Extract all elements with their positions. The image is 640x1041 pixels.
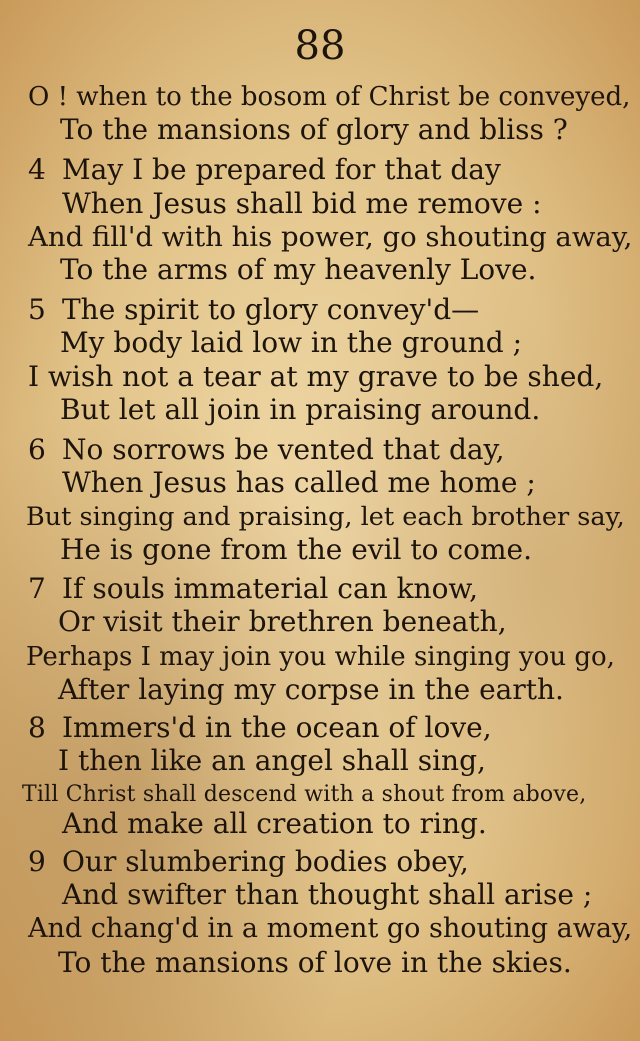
verse-number: 9 (28, 845, 46, 878)
hymn-line: Perhaps I may join you while singing you go, (26, 642, 615, 672)
hymn-line: But singing and praising, let each brother say, (26, 502, 625, 532)
hymn-line: I wish not a tear at my grave to be shed, (28, 360, 604, 393)
hymn-line: Till Christ shall descend with a shout from above, (22, 782, 587, 807)
hymn-line: 8 Immers'd in the ocean of love, (28, 711, 492, 744)
verse-number: 6 (28, 433, 46, 466)
hymn-line: Or visit their brethren beneath, (58, 605, 507, 638)
hymn-line: When Jesus has called me home ; (62, 466, 536, 499)
hymn-line: He is gone from the evil to come. (60, 533, 532, 566)
hymn-line: When Jesus shall bid me remove : (62, 187, 542, 220)
hymn-line: To the mansions of glory and bliss ? (60, 113, 568, 146)
hymn-line: 6 No sorrows be vented that day, (28, 433, 505, 466)
hymn-line: To the mansions of love in the skies. (58, 946, 572, 979)
hymn-line: I then like an angel shall sing, (58, 744, 486, 777)
hymn-line: 9 Our slumbering bodies obey, (28, 845, 469, 878)
page-number: 88 (294, 23, 346, 69)
verse-number: 4 (28, 153, 46, 186)
hymn-line: And chang'd in a moment go shouting away, (28, 913, 633, 944)
hymn-line: And swifter than thought shall arise ; (62, 878, 593, 911)
hymn-line: But let all join in praising around. (60, 393, 541, 426)
hymn-line: And make all creation to ring. (62, 807, 487, 840)
hymn-line: 5 The spirit to glory convey'd— (28, 293, 480, 326)
verse-number: 7 (28, 572, 46, 605)
verse-number: 8 (28, 711, 46, 744)
hymn-line: And fill'd with his power, go shouting away, (28, 221, 633, 253)
hymn-line: My body laid low in the ground ; (60, 326, 523, 359)
hymn-line: O ! when to the bosom of Christ be conveyed, (28, 82, 631, 112)
hymn-line: 7 If souls immaterial can know, (28, 572, 478, 605)
hymn-line: 4 May I be prepared for that day (28, 153, 501, 186)
verse-number: 5 (28, 293, 46, 326)
hymn-line: After laying my corpse in the earth. (58, 673, 564, 706)
hymn-line: To the arms of my heavenly Love. (60, 253, 537, 286)
